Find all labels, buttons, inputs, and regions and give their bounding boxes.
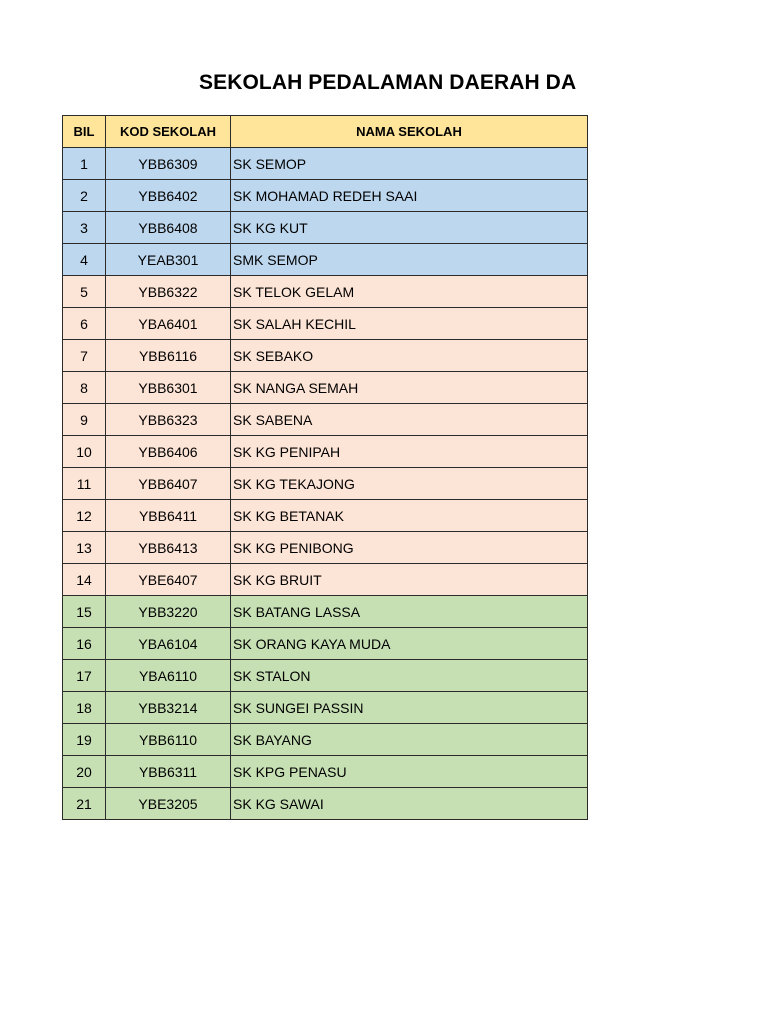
cell-nama: SK ORANG KAYA MUDA: [231, 628, 588, 660]
cell-kod: YBB6323: [106, 404, 231, 436]
cell-bil: 9: [63, 404, 106, 436]
table-row: [63, 596, 588, 628]
table-row: [63, 724, 588, 756]
cell-kod: YBB6301: [106, 372, 231, 404]
cell-kod: YBB6311: [106, 756, 231, 788]
cell-bil: 7: [63, 340, 106, 372]
cell-nama: SK MOHAMAD REDEH SAAI: [231, 180, 588, 212]
table-row: [63, 692, 588, 724]
cell-nama: SK KG KUT: [231, 212, 588, 244]
cell-kod: YBB6413: [106, 532, 231, 564]
page-title: SEKOLAH PEDALAMAN DAERAH DA: [199, 71, 577, 94]
cell-bil: 13: [63, 532, 106, 564]
header-row: [63, 116, 588, 148]
table-row: [63, 276, 588, 308]
cell-bil: 20: [63, 756, 106, 788]
table-row: [63, 532, 588, 564]
table-row: [63, 244, 588, 276]
header-bil: BIL: [63, 116, 106, 148]
table-row: [63, 308, 588, 340]
table-row: [63, 212, 588, 244]
cell-kod: YBB6408: [106, 212, 231, 244]
cell-kod: YBB3214: [106, 692, 231, 724]
cell-kod: YBB6110: [106, 724, 231, 756]
cell-kod: YBB6402: [106, 180, 231, 212]
cell-bil: 12: [63, 500, 106, 532]
cell-nama: SK KPG PENASU: [231, 756, 588, 788]
cell-kod: YBB6407: [106, 468, 231, 500]
header-kod-sekolah: KOD SEKOLAH: [106, 116, 231, 148]
cell-kod: YBA6110: [106, 660, 231, 692]
cell-nama: SK NANGA SEMAH: [231, 372, 588, 404]
cell-nama: SK KG BRUIT: [231, 564, 588, 596]
cell-bil: 15: [63, 596, 106, 628]
cell-nama: SK KG BETANAK: [231, 500, 588, 532]
cell-bil: 16: [63, 628, 106, 660]
cell-bil: 8: [63, 372, 106, 404]
cell-kod: YBB6406: [106, 436, 231, 468]
cell-kod: YBE3205: [106, 788, 231, 820]
cell-bil: 5: [63, 276, 106, 308]
cell-bil: 1: [63, 148, 106, 180]
cell-bil: 4: [63, 244, 106, 276]
table-row: [63, 628, 588, 660]
cell-nama: SK SEMOP: [231, 148, 588, 180]
table-row: [63, 564, 588, 596]
cell-nama: SK TELOK GELAM: [231, 276, 588, 308]
cell-nama: SK SALAH KECHIL: [231, 308, 588, 340]
cell-nama: SK KG SAWAI: [231, 788, 588, 820]
cell-kod: YBB6116: [106, 340, 231, 372]
cell-bil: 17: [63, 660, 106, 692]
table-row: [63, 788, 588, 820]
cell-bil: 6: [63, 308, 106, 340]
cell-bil: 2: [63, 180, 106, 212]
cell-bil: 19: [63, 724, 106, 756]
table-row: [63, 660, 588, 692]
table-row: [63, 180, 588, 212]
cell-kod: YBB6322: [106, 276, 231, 308]
table-row: [63, 404, 588, 436]
cell-nama: SK SABENA: [231, 404, 588, 436]
table-row: [63, 500, 588, 532]
cell-nama: SK KG TEKAJONG: [231, 468, 588, 500]
table-row: [63, 372, 588, 404]
table-row: [63, 756, 588, 788]
cell-bil: 3: [63, 212, 106, 244]
cell-kod: YEAB301: [106, 244, 231, 276]
cell-bil: 21: [63, 788, 106, 820]
cell-nama: SK BAYANG: [231, 724, 588, 756]
cell-bil: 11: [63, 468, 106, 500]
cell-nama: SK KG PENIBONG: [231, 532, 588, 564]
cell-nama: SK SUNGEI PASSIN: [231, 692, 588, 724]
cell-kod: YBB3220: [106, 596, 231, 628]
cell-kod: YBB6309: [106, 148, 231, 180]
school-table: [62, 115, 588, 820]
cell-bil: 18: [63, 692, 106, 724]
table-row: [63, 340, 588, 372]
cell-nama: SK SEBAKO: [231, 340, 588, 372]
cell-nama: SK KG PENIPAH: [231, 436, 588, 468]
header-nama-sekolah: NAMA SEKOLAH: [231, 116, 588, 148]
cell-nama: SK BATANG LASSA: [231, 596, 588, 628]
cell-kod: YBA6401: [106, 308, 231, 340]
cell-nama: SK STALON: [231, 660, 588, 692]
cell-kod: YBA6104: [106, 628, 231, 660]
cell-bil: 10: [63, 436, 106, 468]
cell-bil: 14: [63, 564, 106, 596]
table-row: [63, 148, 588, 180]
cell-kod: YBE6407: [106, 564, 231, 596]
table-row: [63, 436, 588, 468]
table-row: [63, 468, 588, 500]
title-area: [150, 68, 588, 102]
cell-kod: YBB6411: [106, 500, 231, 532]
cell-nama: SMK SEMOP: [231, 244, 588, 276]
